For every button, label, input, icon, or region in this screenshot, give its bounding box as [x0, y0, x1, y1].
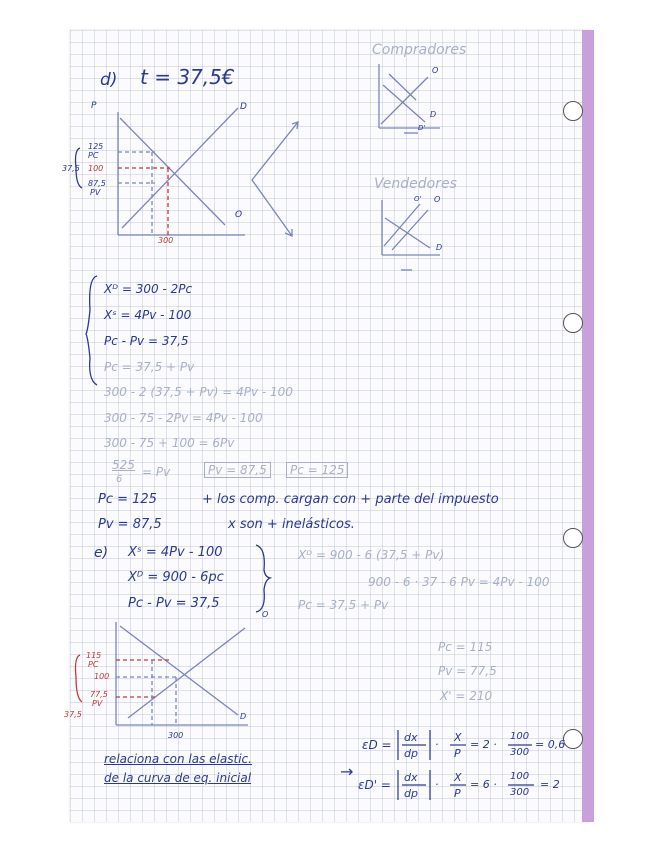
graph-d-pv-label: PV	[90, 188, 101, 197]
system-e-eq1: Xˢ = 4Pv - 100	[128, 545, 223, 560]
chevron-arrows	[252, 122, 298, 236]
work-line-2: 300 - 2 (37,5 + Pv) = 4Pv - 100	[104, 385, 293, 399]
elast2-x: X	[454, 771, 462, 784]
graph-e-pv-label: PV	[92, 699, 103, 708]
frac-numerator: 525	[112, 458, 135, 472]
note-e-1: relaciona con las elastic.	[104, 752, 252, 766]
elast2-lhs: εD' =	[358, 778, 391, 792]
elast1-dx: dx	[404, 731, 418, 744]
elast2-den: 300	[510, 787, 530, 798]
arrow-right-icon: →	[340, 762, 354, 781]
elast2-rest: = 6 ·	[470, 778, 497, 791]
graph-e-775-label: 77,5	[90, 690, 108, 699]
frac-denominator: 6	[116, 474, 123, 485]
compradores-o-label: O	[432, 66, 439, 75]
elast1-lhs: εD =	[362, 738, 392, 752]
graph-d-p-label: P	[91, 101, 97, 111]
graph-d-d-label: D	[240, 102, 247, 112]
graph-e-100-label: 100	[94, 672, 110, 681]
system-e-eq3: Pc - Pv = 37,5	[128, 596, 220, 611]
elast2-mult: ·	[435, 778, 439, 791]
graph-e-d-label: D	[240, 712, 247, 721]
chevron-icon	[252, 122, 298, 236]
section-e-label: e)	[94, 545, 109, 561]
section-d-label: d)	[100, 70, 118, 90]
system-d-eq1: Xᴰ = 300 - 2Pc	[104, 282, 193, 296]
graph-e-o-label: O	[262, 610, 269, 619]
vendedores-graph	[382, 200, 443, 270]
system-e-brace	[256, 545, 270, 612]
work-line-4: 300 - 75 + 100 = 6Pv	[104, 436, 235, 450]
compradores-title: Compradores	[372, 42, 467, 58]
system-e-eq2: Xᴰ = 900 - 6pc	[128, 570, 224, 585]
elast1-dp: dp	[404, 747, 418, 760]
vendedores-o-label: O	[434, 195, 441, 204]
graph-e-supply-line	[128, 628, 245, 718]
system-d-eq2: Xˢ = 4Pv - 100	[104, 308, 192, 322]
elast2-result: = 2	[540, 778, 560, 791]
elast1-den: 300	[510, 747, 530, 758]
graph-e-115-label: 115	[86, 651, 102, 660]
graph-d-pc-label: PC	[88, 151, 99, 160]
compradores-graph	[379, 64, 440, 133]
vendedores-o-prime-label: O'	[414, 195, 422, 203]
note-d-1: + los comp. cargan con + parte del impuesto	[202, 492, 499, 507]
tax-heading: t = 37,5€	[140, 65, 235, 89]
elast2-p: P	[454, 787, 461, 800]
graph-d-125-label: 125	[88, 142, 104, 151]
result-pc: Pc = 115	[438, 640, 493, 654]
boxed-pc: Pc = 125	[286, 462, 348, 478]
result-pv: Pv = 77,5	[438, 664, 497, 678]
vendedores-d-label: D	[436, 243, 443, 252]
elast2-dx: dx	[404, 771, 418, 784]
graph-d-o-label: O	[235, 210, 243, 220]
graph-d-demand-line	[120, 118, 225, 225]
elast1-rest: = 2 ·	[470, 738, 497, 751]
graph-e-pc-label: PC	[88, 660, 99, 669]
right-eq-3: Pc = 37,5 + Pv	[298, 598, 389, 612]
final-pc: Pc = 125	[98, 492, 157, 507]
elast1-x: X	[454, 731, 462, 744]
right-eq-1: Xᴰ = 900 - 6 (37,5 + Pv)	[298, 548, 445, 562]
vendedores-title: Vendedores	[374, 176, 457, 192]
compradores-d-label: D	[430, 110, 437, 119]
work-line-1: Pc = 37,5 + Pv	[104, 360, 195, 374]
graph-e-bracket-label: 37,5	[64, 710, 82, 719]
elast1-num: 100	[510, 731, 530, 742]
system-d-eq3: Pc - Pv = 37,5	[104, 334, 189, 348]
note-d-2: x son + inelásticos.	[228, 517, 355, 532]
graph-d-300-label: 300	[158, 236, 174, 245]
graph-d-100-label: 100	[88, 164, 104, 173]
compradores-o-line	[381, 77, 428, 124]
work-line-3: 300 - 75 - 2Pv = 4Pv - 100	[104, 411, 263, 425]
boxed-pv: Pv = 87,5	[204, 462, 271, 478]
elast1-mult: ·	[435, 738, 439, 751]
compradores-d-prime-label: D'	[418, 124, 426, 132]
right-eq-2: 900 - 6 · 37 - 6 Pv = 4Pv - 100	[368, 575, 550, 589]
compradores-d-prime-line	[389, 74, 416, 100]
note-e-2: de la curva de eq. inicial	[104, 771, 252, 785]
elast2-num: 100	[510, 771, 530, 782]
final-pv: Pv = 87,5	[98, 517, 162, 532]
system-d-brace	[86, 276, 97, 385]
graph-d-875-label: 87,5	[88, 179, 106, 188]
frac-rest: = Pv	[142, 465, 171, 479]
graph-e-300-label: 300	[168, 731, 184, 740]
elast1-p: P	[454, 747, 461, 760]
graph-e-demand-line	[120, 626, 238, 715]
elast1-result: = 0,6	[535, 738, 566, 751]
result-x: X' = 210	[440, 689, 493, 703]
elast2-dp: dp	[404, 787, 418, 800]
graph-d-bracket-label: 37,5	[62, 164, 80, 173]
